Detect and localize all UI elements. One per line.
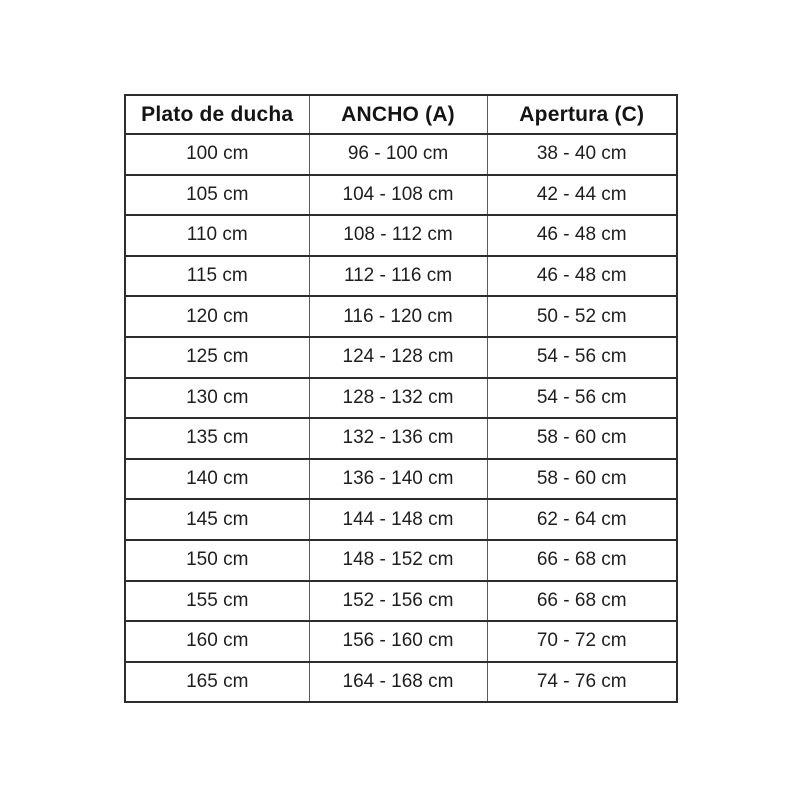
- table-cell: 120 cm: [125, 296, 309, 337]
- table-row: [125, 459, 677, 500]
- table-cell: 145 cm: [125, 499, 309, 540]
- table-cell: 124 - 128 cm: [309, 337, 487, 378]
- table-cell: 130 cm: [125, 378, 309, 419]
- table-cell: 42 - 44 cm: [487, 175, 677, 216]
- table-cell: 115 cm: [125, 256, 309, 297]
- column-header-plato-de-ducha: Plato de ducha: [125, 95, 309, 134]
- table-row: [125, 256, 677, 297]
- table-row: [125, 215, 677, 256]
- table-cell: 70 - 72 cm: [487, 621, 677, 662]
- table-cell: 66 - 68 cm: [487, 540, 677, 581]
- table-cell: 46 - 48 cm: [487, 256, 677, 297]
- table-cell: 54 - 56 cm: [487, 337, 677, 378]
- table-cell: 160 cm: [125, 621, 309, 662]
- table-cell: 108 - 112 cm: [309, 215, 487, 256]
- table-cell: 144 - 148 cm: [309, 499, 487, 540]
- table-cell: 100 cm: [125, 134, 309, 175]
- table-cell: 104 - 108 cm: [309, 175, 487, 216]
- table-row: [125, 378, 677, 419]
- table-body: [125, 134, 677, 702]
- column-header-apertura-c: Apertura (C): [487, 95, 677, 134]
- table-cell: 105 cm: [125, 175, 309, 216]
- table-cell: 148 - 152 cm: [309, 540, 487, 581]
- table-cell: 112 - 116 cm: [309, 256, 487, 297]
- table-header-row: [125, 95, 677, 134]
- table-row: [125, 581, 677, 622]
- table-cell: 155 cm: [125, 581, 309, 622]
- table-cell: 58 - 60 cm: [487, 459, 677, 500]
- table-row: [125, 540, 677, 581]
- table-cell: 150 cm: [125, 540, 309, 581]
- table-row: [125, 296, 677, 337]
- table-cell: 136 - 140 cm: [309, 459, 487, 500]
- column-header-ancho-a: ANCHO (A): [309, 95, 487, 134]
- table-cell: 46 - 48 cm: [487, 215, 677, 256]
- table-cell: 132 - 136 cm: [309, 418, 487, 459]
- table-cell: 140 cm: [125, 459, 309, 500]
- table-cell: 164 - 168 cm: [309, 662, 487, 703]
- table-cell: 152 - 156 cm: [309, 581, 487, 622]
- table-row: [125, 175, 677, 216]
- table-cell: 50 - 52 cm: [487, 296, 677, 337]
- table-row: [125, 134, 677, 175]
- table-row: [125, 337, 677, 378]
- table-cell: 165 cm: [125, 662, 309, 703]
- table-cell: 58 - 60 cm: [487, 418, 677, 459]
- table-cell: 74 - 76 cm: [487, 662, 677, 703]
- table-cell: 125 cm: [125, 337, 309, 378]
- table-row: [125, 499, 677, 540]
- table-cell: 128 - 132 cm: [309, 378, 487, 419]
- table-cell: 116 - 120 cm: [309, 296, 487, 337]
- table-cell: 38 - 40 cm: [487, 134, 677, 175]
- table-row: [125, 621, 677, 662]
- table-cell: 110 cm: [125, 215, 309, 256]
- table-cell: 62 - 64 cm: [487, 499, 677, 540]
- table-row: [125, 418, 677, 459]
- shower-tray-size-table: [124, 94, 678, 703]
- table-cell: 135 cm: [125, 418, 309, 459]
- table-cell: 96 - 100 cm: [309, 134, 487, 175]
- table-cell: 156 - 160 cm: [309, 621, 487, 662]
- table-cell: 66 - 68 cm: [487, 581, 677, 622]
- table-cell: 54 - 56 cm: [487, 378, 677, 419]
- table-row: [125, 662, 677, 703]
